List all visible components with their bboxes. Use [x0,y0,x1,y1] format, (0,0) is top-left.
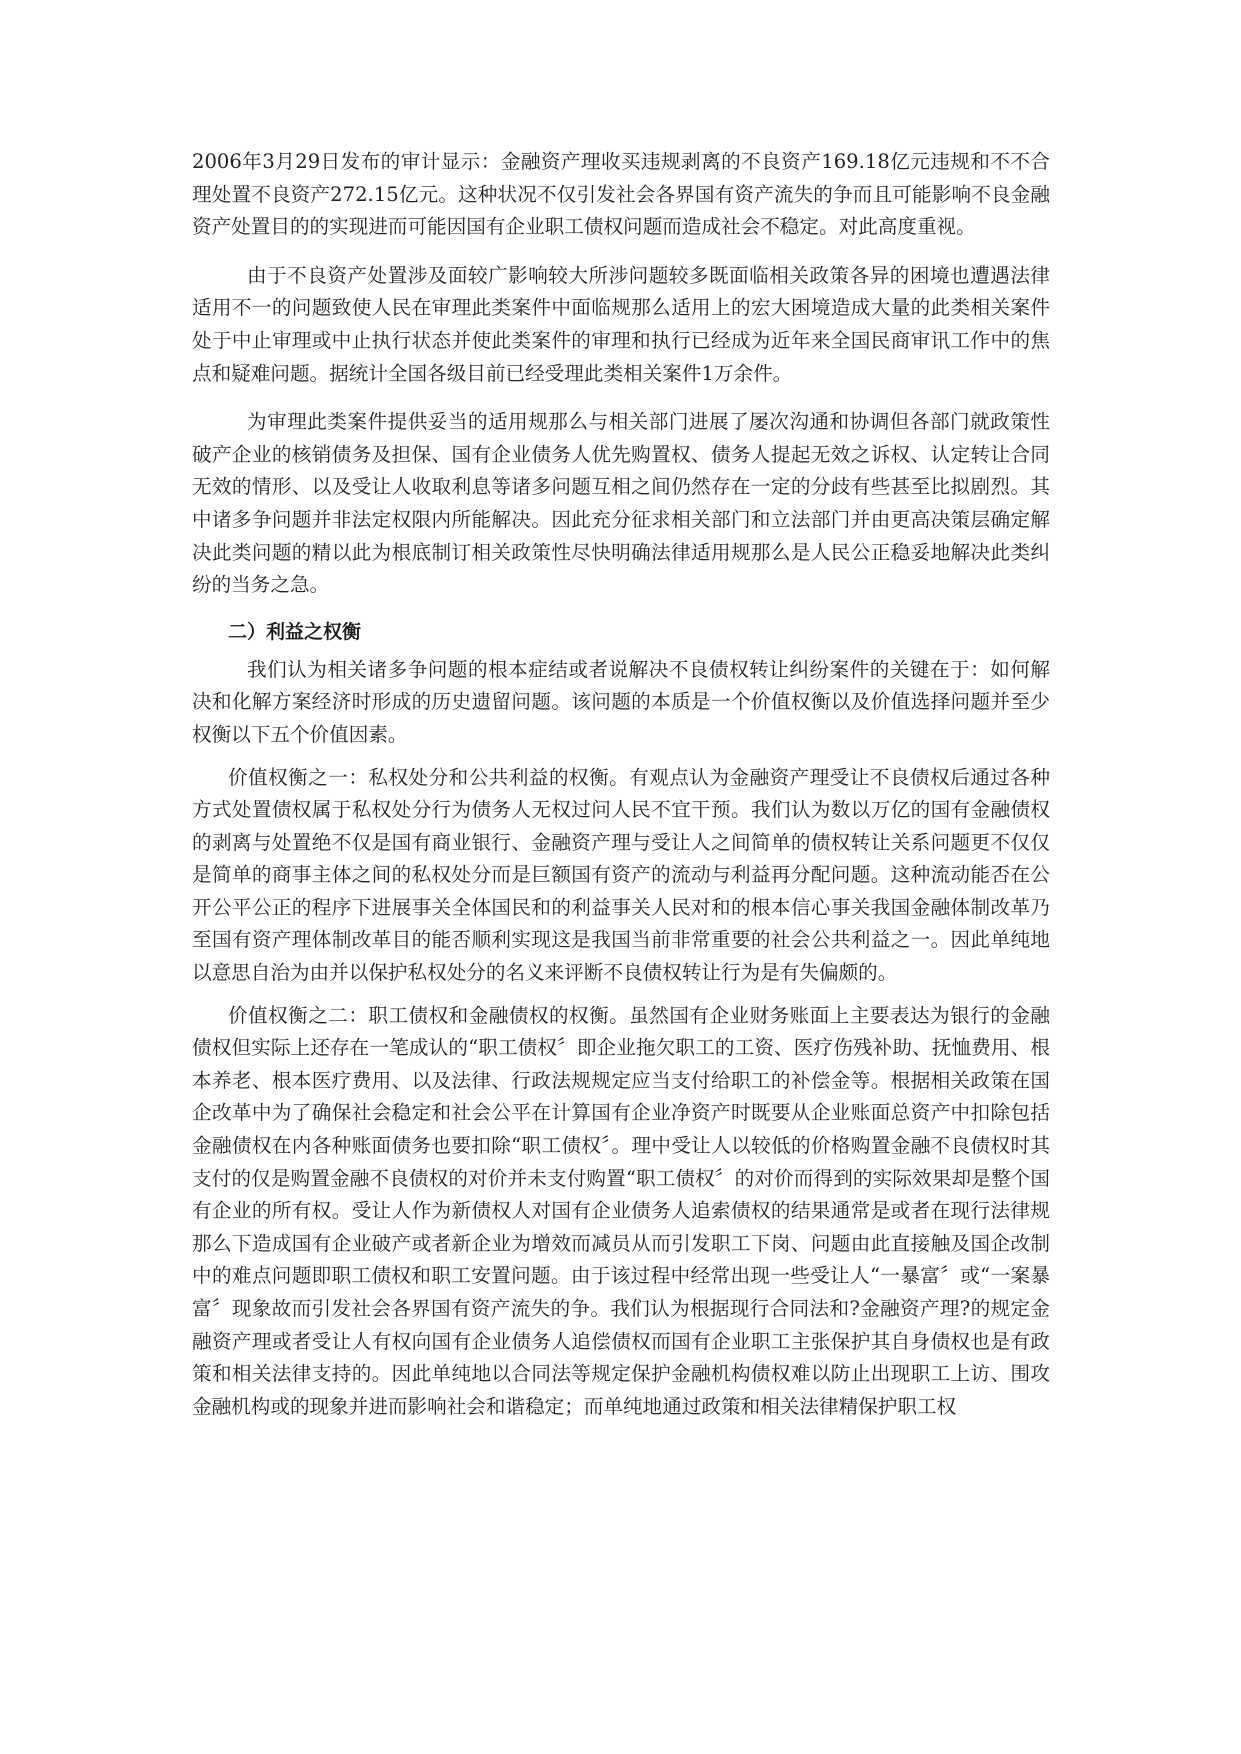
paragraph-audit-report: 2006年3月29日发布的审计显示：金融资产理收买违规剥离的不良资产169.18亿元违规和不不合理处置不良资产272.15亿元。这种状况不仅引发社会各界国有资产流失的争而且可能影响不良金融资产处置目的的实现进而可能因国有企业职工债权问题而造成社会不稳定。对此高度重视。 [192,150,1050,239]
paragraph-disposal-difficulties: 由于不良资产处置涉及面较广影响较大所涉问题较多既面临相关政策各异的困境也遭遇法律适用不一的问题致使人民在审理此类案件中面临规那么适用上的宏大困境造成大量的此类相关案件处于中止审理或中止执行状态并使此类案件的审理和执行已经成为近年来全国民商审讯工作中的焦点和疑难问题。据统计全国各级目前已经受理此类相关案件1万余件。 [192,263,1050,385]
paragraph-applicable-rules: 为审理此类案件提供妥当的适用规那么与相关部门进展了屡次沟通和协调但各部门就政策性破产企业的核销债务及担保、国有企业债务人优先购置权、债务人提起无效之诉权、认定转让合同无效的情形、以及受让人收取利息等诸多问题互相之间仍然存在一定的分歧有些甚至比拟剧烈。其中诸多争问题并非法定权限内所能解决。因此充分征求相关部门和立法部门并由更高决策层确定解决此类问题的精以此为根底制订相关政策性尽快明确法律适用规那么是人民公正稳妥地解决此类纠纷的当务之急。 [192,410,1050,597]
paragraph-value-balance-two: 价值权衡之二：职工债权和金融债权的权衡。虽然国有企业财务账面上主要表达为银行的金融债权但实际上还存在一笔成认的“职工债权〞即企业拖欠职工的工资、医疗伤残补助、抚恤费用、根本养老、根本医疗费用、以及法律、行政法规规定应当支付给职工的补偿金等。根据相关政策在国企改革中为了确保社会稳定和社会公平在计算国有企业净资产时既要从企业账面总资产中扣除包括金融债权在内各种账面债务也要扣除“职工债权〞。理中受让人以较低的价格购置金融不良债权时其支付的仅是购置金融不良债权的对价并未支付购置“职工债权〞的对价而得到的实际效果却是整个国有企业的所有权。受让人作为新债权人对国有企业债务人追索债权的结果通常是或者在现行法律规那么下造成国有企业破产或者新企业为增效而减员从而引发职工下岗、问题由此直接触及国企改制中的难点问题即职工债权和职工安置问题。由于该过程中经常出现一些受让人“一暴富〞或“一案暴富〞现象故而引发社会各界国有资产流失的争。我们认为根据现行合同法和?金融资产理?的规定金融资产理或者受让人有权向国有企业债务人追偿债权而国有企业职工主张保护其自身债权也是有政策和相关法律支持的。因此单纯地以合同法等规定保护金融机构债权难以防止出现职工上访、围攻金融机构或的现象并进而影响社会和谐稳定；而单纯地通过政策和相关法律精保护职工权 [192,1003,1050,1418]
section-heading-interest-balance: 二）利益之权衡 [228,620,362,643]
document-page [192,146,1050,1423]
paragraph-root-cause: 我们认为相关诸多争问题的根本症结或者说解决不良债权转让纠纷案件的关键在于：如何解决和化解方案经济时形成的历史遗留问题。该问题的本质是一个价值权衡以及价值选择问题并至少权衡以下五个价值因素。 [192,657,1050,746]
paragraph-value-balance-one: 价值权衡之一：私权处分和公共利益的权衡。有观点认为金融资产理受让不良债权后通过各种方式处置债权属于私权处分行为债务人无权过问人民不宜干预。我们认为数以万亿的国有金融债权的剥离与处置绝不仅是国有商业银行、金融资产理与受让人之间简单的债权转让关系问题更不仅仅是简单的商事主体之间的私权处分而是巨额国有资产的流动与利益再分配问题。这种流动能否在公开公平公正的程序下进展事关全体国民和的利益事关人民对和的根本信心事关我国金融体制改革乃至国有资产理体制改革目的能否顺利实现这是我国当前非常重要的社会公共利益之一。因此单纯地以意思自治为由并以保护私权处分的名义来评断不良债权转让行为是有失偏颇的。 [192,765,1050,985]
